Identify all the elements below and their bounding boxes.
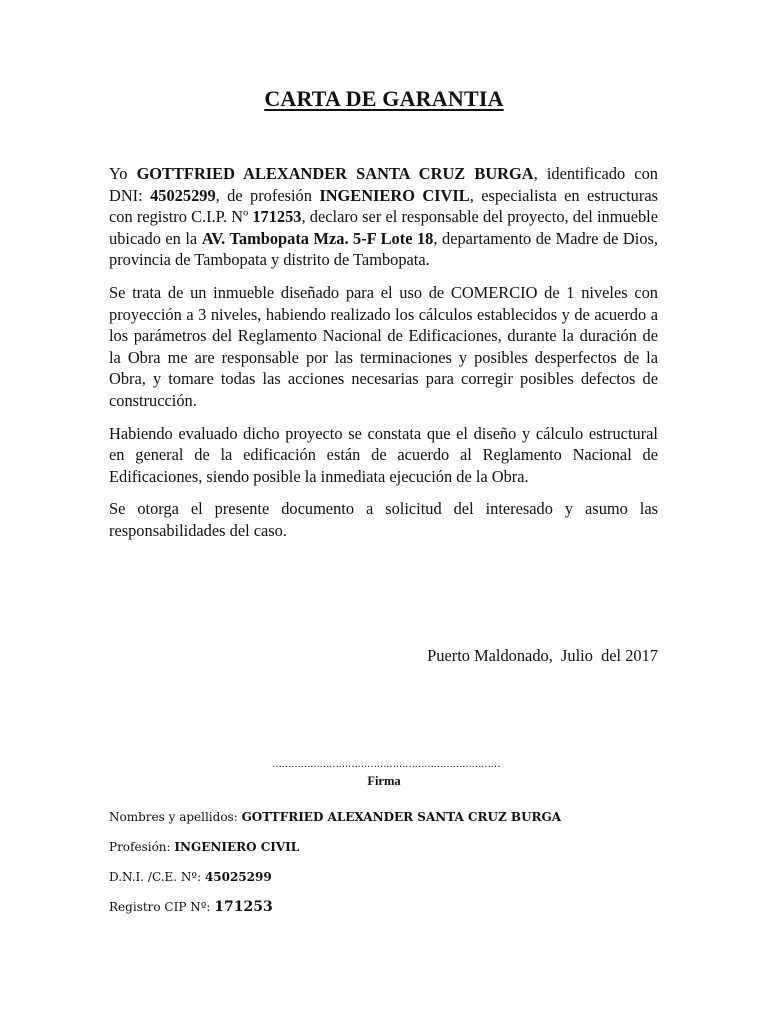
detail-name-value: GOTTFRIED ALEXANDER SANTA CRUZ BURGA	[241, 810, 562, 824]
detail-name-label: Nombres y apellidos:	[109, 810, 242, 824]
paragraph-intro	[109, 163, 658, 271]
detail-profession-label: Profesión:	[109, 840, 175, 854]
paragraph-closing: Se otorga el presente documento a solicitud del interesado y asumo las responsabilidades del caso.	[109, 499, 658, 540]
signature-label: Firma	[367, 774, 401, 788]
paragraph-project: Se trata de un inmueble diseñado para el uso de COMERCIO de 1 niveles con proyección a 3 niveles, habiendo realizado los cálculos establecidos y de acuerdo a los parámetros del Reglamento Nacional de Edificaciones, durante la duración de la Obra me are responsable por las terminaciones y posibles desperfectos de la Obra, y tomare todas las acciones necesarias para corregir posibles defectos de construcción.	[109, 282, 658, 410]
page-title: CARTA DE GARANTIA	[264, 86, 504, 111]
intro-text-4: , especialista en estructuras con registro C.I.P. Nº	[109, 185, 658, 227]
detail-profession	[109, 836, 561, 866]
signer-details	[109, 806, 561, 926]
detail-dni	[109, 866, 561, 896]
detail-cip-value: 171253	[214, 899, 273, 915]
signature-line: ………………………………………………………………	[272, 759, 500, 770]
cip-number: 171253	[252, 207, 302, 227]
detail-cip-label: Registro CIP Nº:	[109, 900, 215, 914]
intro-text-5: , declaro ser el responsable del proyecto, del inmueble ubicado en la	[109, 207, 658, 248]
intro-text-3: , de profesión	[215, 185, 320, 205]
intro-text-1: Yo	[109, 164, 137, 183]
detail-dni-label: D.N.I. /C.E. Nº:	[109, 870, 205, 884]
letter-body	[109, 163, 658, 553]
intro-text-2: , identificado con DNI:	[109, 164, 658, 205]
property-address: AV. Tambopata Mza. 5-F Lote 18	[201, 228, 434, 248]
engineer-name: GOTTFRIED ALEXANDER SANTA CRUZ BURGA	[136, 164, 534, 183]
dni-number: 45025299	[150, 185, 216, 205]
detail-dni-value: 45025299	[204, 870, 272, 884]
paragraph-evaluation: Habiendo evaluado dicho proyecto se constata que el diseño y cálculo estructural en general de la edificación están de acuerdo al Reglamento Nacional de Edificaciones, siendo posible la inmediata ejecución de la Obra.	[109, 423, 658, 486]
detail-name	[109, 806, 561, 836]
intro-text-6: , departamento de Madre de Dios, provincia de Tambopata y distrito de Tambopata.	[109, 228, 658, 270]
detail-cip	[109, 896, 561, 926]
profession: INGENIERO CIVIL	[319, 185, 470, 205]
place-date: Puerto Maldonado, Julio del 2017	[427, 646, 658, 665]
detail-profession-value: INGENIERO CIVIL	[174, 840, 300, 854]
